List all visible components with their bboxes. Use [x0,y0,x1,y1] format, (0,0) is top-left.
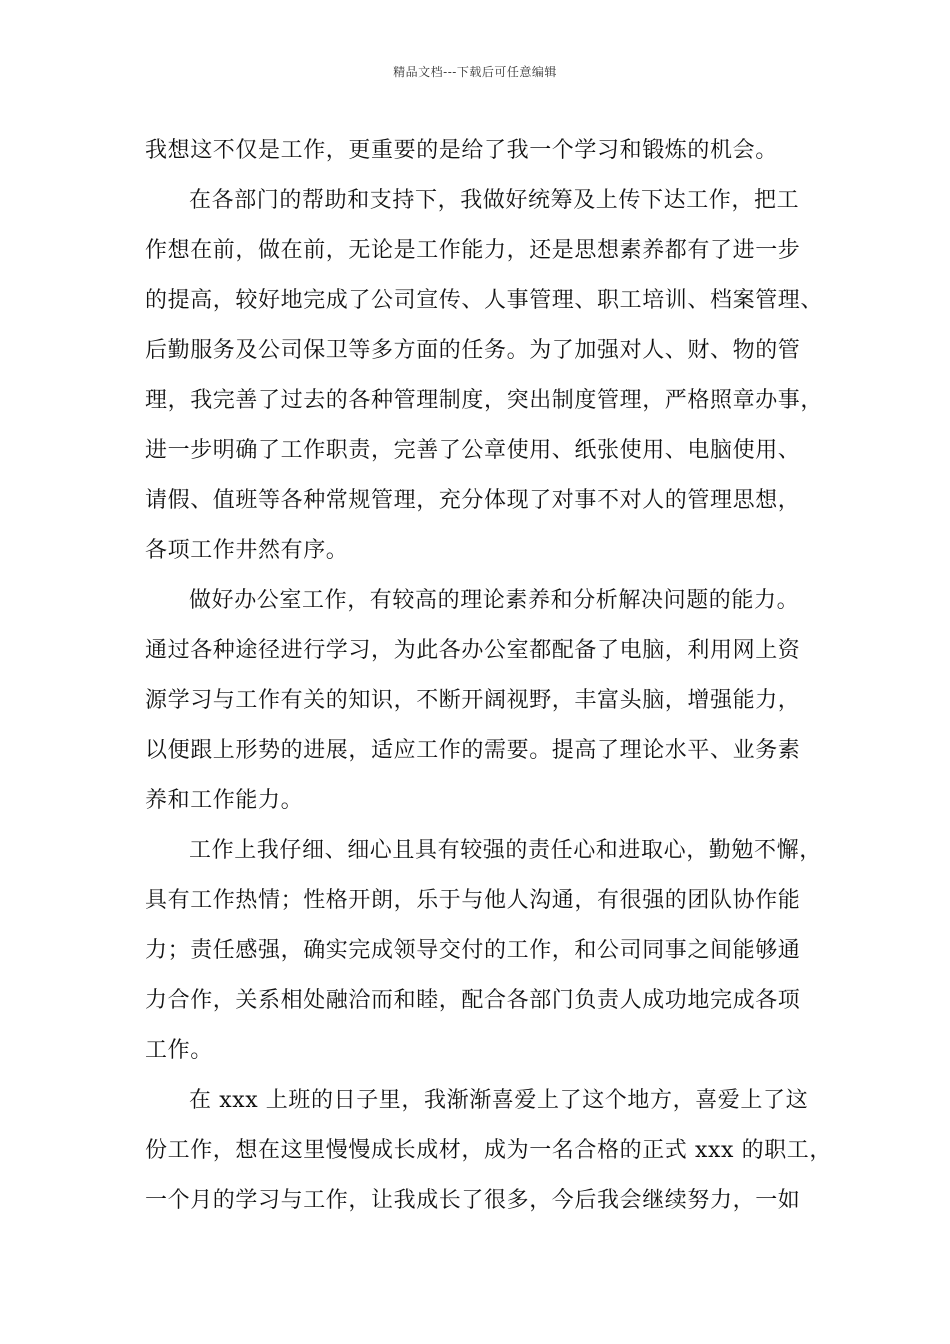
text-line: 后勤服务及公司保卫等多方面的任务。为了加强对人、财、物的管 [145,338,801,363]
text-line: 进一步明确了工作职责，完善了公章使用、纸张使用、电脑使用、 [145,438,801,463]
paragraph-start-line: 工作上我仔细、细心且具有较强的责任心和进取心，勤勉不懈， [189,838,822,863]
text-line: 源学习与工作有关的知识，不断开阔视野，丰富头脑，增强能力， [145,688,801,713]
text-line: 具有工作热情；性格开朗，乐于与他人沟通，有很强的团队协作能 [145,888,801,913]
text-line: 各项工作井然有序。 [145,538,349,563]
text-line: 养和工作能力。 [145,788,304,813]
text-line: 作想在前，做在前，无论是工作能力，还是思想素养都有了进一步 [145,238,801,263]
paragraph-start-line: 做好办公室工作，有较高的理论素养和分析解决问题的能力。 [189,588,800,613]
text-line: 通过各种途径进行学习，为此各办公室都配备了电脑，利用网上资 [145,638,801,663]
text-line: 力；责任感强，确实完成领导交付的工作，和公司同事之间能够通 [145,938,801,963]
text-line: 我想这不仅是工作，更重要的是给了我一个学习和锻炼的机会。 [145,138,778,163]
text-line: 理，我完善了过去的各种管理制度，突出制度管理，严格照章办事， [145,388,824,413]
paragraph-start-line: 在各部门的帮助和支持下，我做好统筹及上传下达工作，把工 [189,188,800,213]
document-body [145,131,835,1231]
text-line: 的提高，较好地完成了公司宣传、人事管理、职工培训、档案管理、 [145,288,824,313]
text-line: 一个月的学习与工作，让我成长了很多，今后我会继续努力，一如 [145,1188,801,1213]
page-header: 精品文档---下载后可任意编辑 [393,65,557,79]
text-line: 工作。 [145,1038,213,1063]
text-line: 力合作，关系相处融洽而和睦，配合各部门负责人成功地完成各项 [145,988,801,1013]
text-line: 份工作，想在这里慢慢成长成材，成为一名合格的正式 xxx 的职工， [145,1138,833,1163]
paragraph-start-line: 在 xxx 上班的日子里，我渐渐喜爱上了这个地方，喜爱上了这 [189,1088,809,1113]
text-line: 以便跟上形势的进展，适应工作的需要。提高了理论水平、业务素 [145,738,801,763]
text-line: 请假、值班等各种常规管理，充分体现了对事不对人的管理思想， [145,488,801,513]
